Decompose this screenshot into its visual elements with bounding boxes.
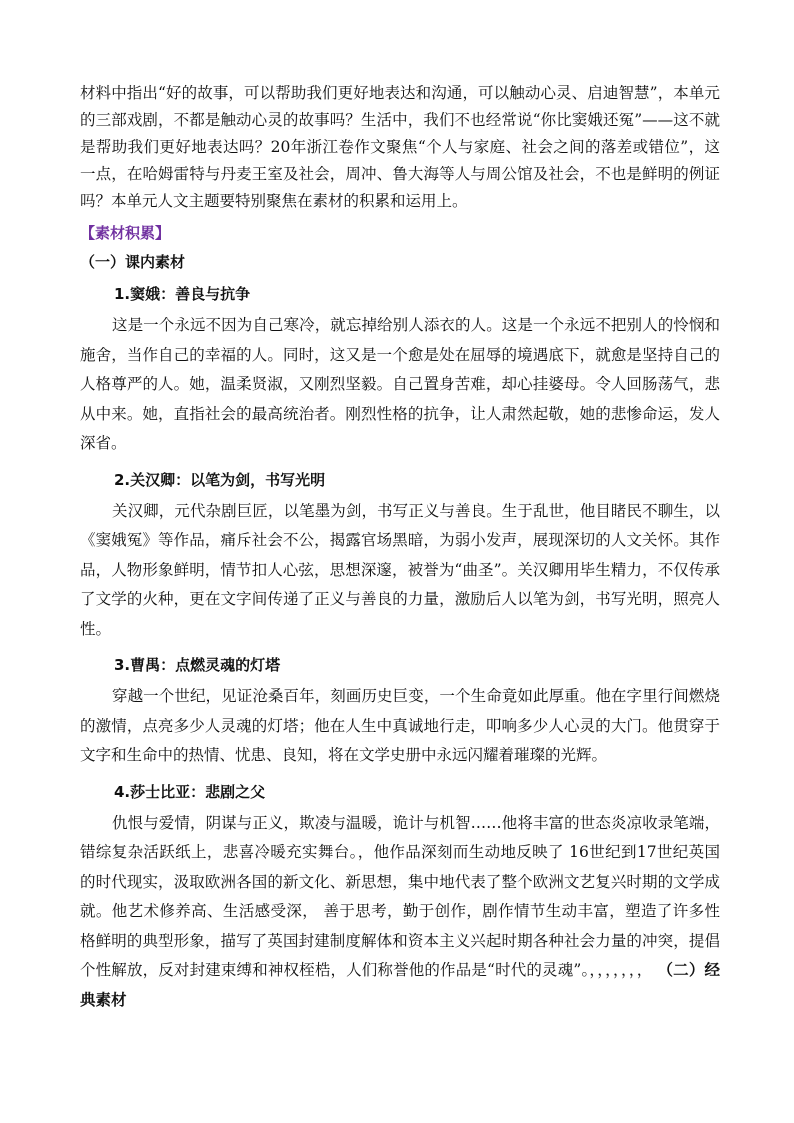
item-heading-dou-e: 1.窦娥：善良与抗争 xyxy=(114,285,251,303)
item-heading-guan-hanqing: 2.关汉卿：以笔为剑，书写光明 xyxy=(114,470,326,489)
item-body-cao-yu: 穿越一个世纪，见证沧桑百年，刻画历史巨变，一个生命竟如此厚重。他在字里行间燃烧的激情，点亮多少人灵魂的灯塔；他在人生中真诚地行走，叩响多少人心灵的大门。他贯穿于文字和生命中的热情、忧患、良知，将在文学史册中永远闪耀着璀璨的光辉。 xyxy=(80,687,720,764)
item-body-guan-hanqing: 关汉卿，元代杂剧巨匠，以笔墨为剑，书写正义与善良。生于乱世，他目睹民不聊生，以《窦娥冤》等作品，痛斥社会不公，揭露官场黑暗，为弱小发声，展现深切的人文关怀。其作品，人物形象鲜明，情节扣人心弦，思想深邃，被誉为“曲圣”。关汉卿用毕生精力，不仅传承了文学的火种，更在文字间传递了正义与善良的力量，激励后人以笔为剑，书写光明，照亮人性。 xyxy=(80,501,720,638)
item-heading-shakespeare: 4.莎士比亚：悲剧之父 xyxy=(114,782,266,801)
item-body-shakespeare xyxy=(80,809,720,1016)
section-in-class-heading: （一）课内素材 xyxy=(80,253,186,271)
document-page xyxy=(80,80,720,1015)
item-heading-cao-yu: 3.曹禺：点燃灵魂的灯塔 xyxy=(114,656,281,674)
section-classic-heading: （二）经典素材 xyxy=(80,961,720,1009)
shakespeare-body-text: 仇恨与爱情，阴谋与正义，欺凌与温暖，诡计与机智……他将丰富的世态炎凉收录笔端，错综复杂活跃纸上，悲喜冷暖充实舞台。，他作品深刻而生动地反映了 16世纪到17世纪英国的时代现实，汲取欧洲各国的新文化、新思想，集中地代表了整个欧洲文艺复兴时期的文学成就。他艺术修养高、生活感受深， 善于思考，勤于创作，剧作情节生动丰富，塑造了许多性格鲜明的典型形象，描写了英国封建制度解体和资本主义兴起时期各种社会力量的冲突，提倡个性解放，反对封建束缚和神权桎梏，人们称誉他的作品是“时代的灵魂”。，，，，，，， xyxy=(80,813,720,979)
intro-paragraph: 材料中指出“好的故事，可以帮助我们更好地表达和沟通，可以触动心灵、启迪智慧”，本单元的三部戏剧，不都是触动心灵的故事吗？生活中，我们不也经常说“你比窦娥还冤”——这不就是帮助我们更好地表达吗？20年浙江卷作文聚焦“个人与家庭、社会之间的落差或错位”，这一点，在哈姆雷特与丹麦王室及社会，周冲、鲁大海等人与周公馆及社会，不也是鲜明的例证吗？本单元人文主题要特别聚焦在素材的积累和运用上。 xyxy=(80,84,720,210)
item-body-dou-e: 这是一个永远不因为自己寒冷，就忘掉给别人添衣的人。这是一个永远不把别人的怜悯和施舍，当作自己的幸福的人。同时，这又是一个愈是处在屈辱的境遇底下，就愈是坚持自己的人格尊严的人。她，温柔贤淑，又刚烈坚毅。自己置身苦难，却心挂婆母。令人回肠荡气，悲从中来。她，直指社会的最高统治者。刚烈性格的抗争，让人肃然起敬，她的悲惨命运，发人深省。 xyxy=(80,316,720,452)
material-accumulation-heading: 【素材积累】 xyxy=(80,224,171,242)
